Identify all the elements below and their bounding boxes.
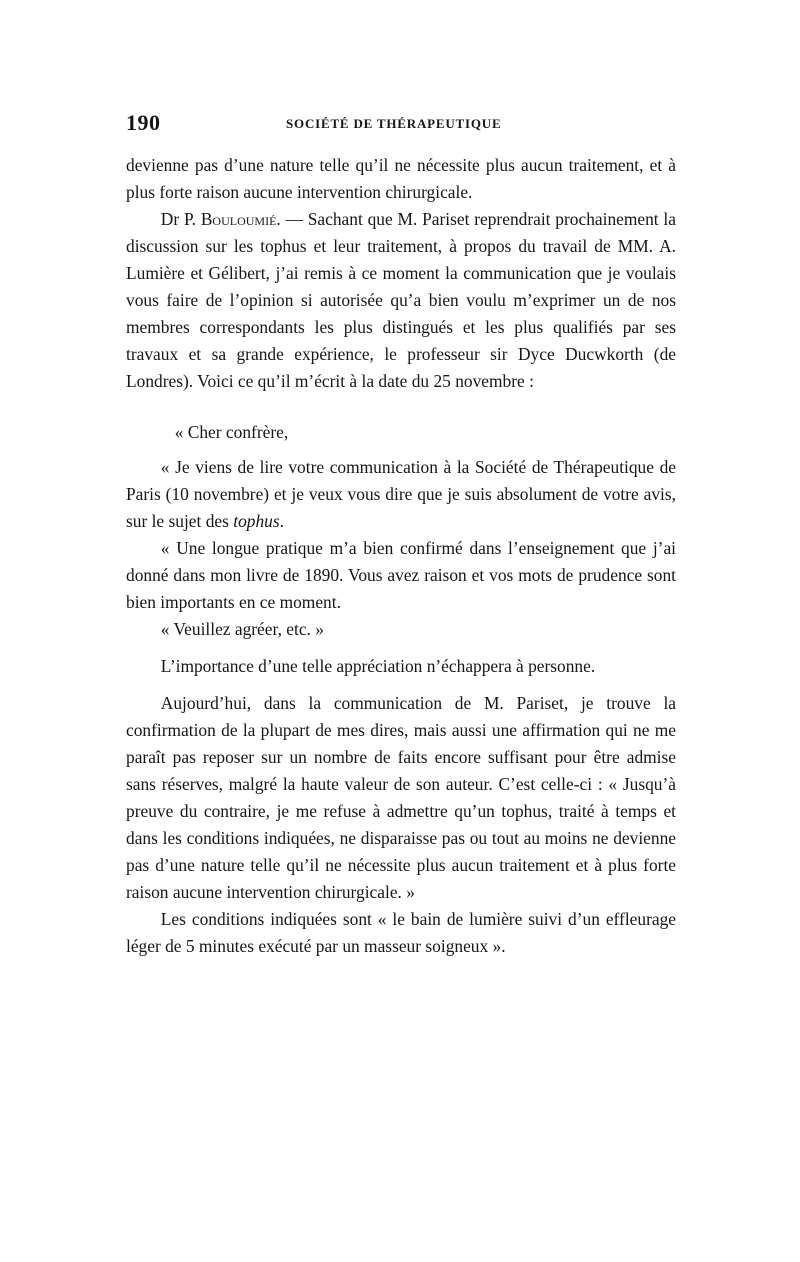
letter-closing: « Veuillez agréer, etc. » [160,619,324,639]
page [126,110,676,960]
letter-greeting: « Cher confrère, [174,422,289,442]
letter-paragraph-1-italic: tophus [233,511,280,531]
paragraph-pariset: Aujourd’hui, dans la communication de M. Pariset, je trouve la confirmation de la plupart de mes dires, mais aussi une affirmation qui ne me paraît pas reposer sur un nombre de faits encore suffisant pour être admise sans réserves, malgré la haute valeur de son auteur. C’est celle-ci : « Jusqu’à preuve du contraire, je me refuse à admettre qu’un tophus, traité à temps et dans les conditions indiquées, ne disparaisse pas ou tout au moins ne devienne pas d’une nature telle qu’il ne nécessite plus aucun traitement et à plus forte raison aucune intervention chirurgicale. » [126,693,676,902]
paragraph-bouloumie-text: . — Sachant que M. Pariset reprendrait prochainement la discussion sur les tophus et leur traitement, à propos du travail de MM. A. Lumière et Gélibert, j’ai remis à ce moment la communication que je voulais vous faire de l’opinion si autorisée qu’a bien voulu m’exprimer un de nos membres correspondants les plus distingués et les plus qualifiés par ses travaux et sa grande expérience, le professeur sir Dyce Ducwkorth (de Londres). Voici ce qu’il m’écrit à la date du 25 novembre : [126,209,676,391]
speaker-name: Bouloumié [200,209,277,229]
letter-paragraph-1 [126,454,676,535]
letter-paragraph-2: « Une longue pratique m’a bien confirmé dans l’enseignement que j’ai donné dans mon livre de 1890. Vous avez raison et vos mots de prudence sont bien importants en ce moment. [126,538,676,612]
paragraph-bouloumie [126,206,676,395]
page-number: 190 [126,110,161,135]
running-title: SOCIÉTÉ DE THÉRAPEUTIQUE [286,116,502,131]
speaker-prefix: Dr P. [160,209,201,229]
paragraph-continuation: devienne pas d’une nature telle qu’il ne nécessite plus aucun traitement, et à plus forte raison aucune intervention chirurgicale. [126,155,676,202]
paragraph-appreciation: L’importance d’une telle appréciation n’échappera à personne. [160,656,596,676]
letter-paragraph-1-text: « Je viens de lire votre communication à la Société de Thérapeutique de Paris (10 novembre) et je veux vous dire que je suis absolument de votre avis, sur le sujet des [126,457,676,531]
letter-paragraph-1-end: . [279,511,284,531]
running-head [126,110,676,142]
paragraph-conditions: Les conditions indiquées sont « le bain de lumière suivi d’un effleurage léger de 5 minutes exécuté par un masseur soigneux ». [126,909,676,956]
